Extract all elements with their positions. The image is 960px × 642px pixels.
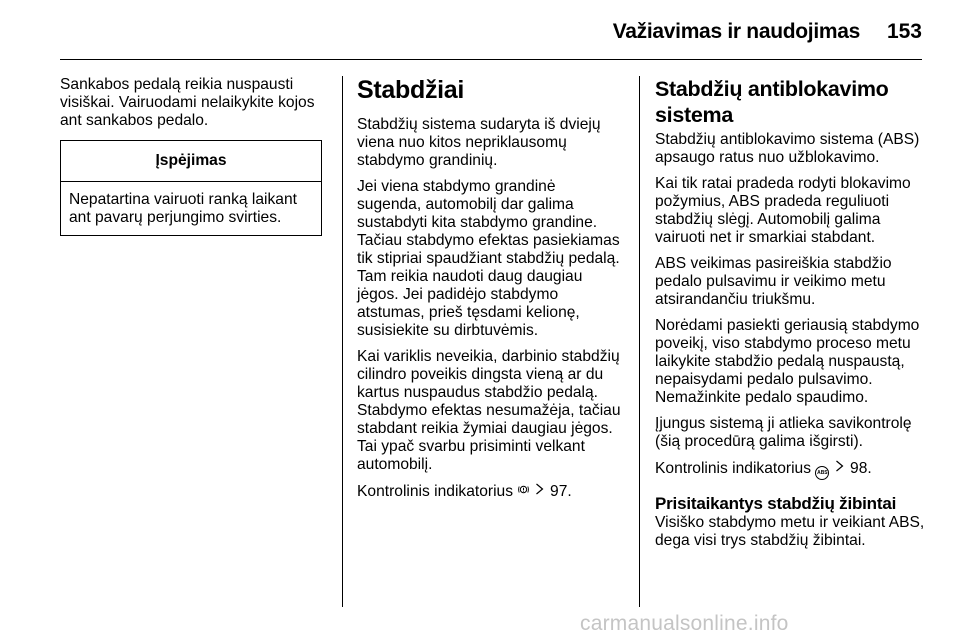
page-header-title: Važiavimas ir naudojimas — [612, 20, 860, 43]
brakes-paragraph: Jei viena stabdymo grandinė sugenda, automobilį dar galima sustabdyti kita stabdymo grandine. Tačiau stabdymo efektas pasiekiamas tik stipriai spaudžiant stabdžių pedalą. Tam reikia naudoti daug daugiau jėgos. Jei padidėjo stabdymo atstumas, prieš tęsdami kelionę, susisiekite su dirbtuvėmis. — [357, 178, 620, 339]
abs-paragraph: Norėdami pasiekti geriausią stabdymo poveikį, viso stabdymo proceso metu laikykite stabdžio pedalą nuspaustą, nepaisydami pedalo pulsavimo. Nemažinkite pedalo spaudimo. — [655, 317, 920, 406]
clutch-paragraph: Sankabos pedalą reikia nuspausti visiškai. Vairuodami nelaikykite kojos ant sankabos pedalo. — [60, 76, 315, 129]
subheading-adaptive-brake-lights: Prisitaikantys stabdžių žibintai — [655, 494, 897, 513]
section-heading-abs: Stabdžių antiblokavimo sistema — [655, 77, 889, 127]
abs-paragraph: Kai tik ratai pradeda rodyti blokavimo požymius, ABS pradeda reguliuoti stabdžių slėgį. Automobilį galima vairuoti net ir smarkiai stabdant. — [655, 175, 911, 246]
warning-text: Nepatartina vairuoti ranką laikant ant pavarų perjungimo svirties. — [69, 191, 297, 226]
page-reference-arrow-icon — [834, 459, 846, 477]
section-heading-brakes: Stabdžiai — [357, 76, 465, 104]
indicator-label: Kontrolinis indikatorius — [357, 483, 514, 500]
column-1 — [60, 76, 325, 236]
abs-indicator-line — [655, 459, 927, 480]
column-3 — [655, 76, 927, 558]
indicator-label: Kontrolinis indikatorius — [655, 460, 812, 477]
column-divider-1 — [342, 76, 343, 607]
page-number: 153 — [886, 20, 922, 43]
column-2 — [357, 76, 622, 509]
warning-box — [60, 140, 322, 236]
brakes-paragraph: Stabdžių sistema sudaryta iš dviejų viena nuo kitos nepriklausomų stabdymo grandinių. — [357, 116, 601, 169]
abs-icon: ABS — [815, 466, 829, 480]
header-divider — [60, 59, 922, 60]
abs-paragraph: Įjungus sistemą ji atlieka savikontrolę (šią procedūrą galima išgirsti). — [655, 415, 912, 450]
abs-paragraph: Stabdžių antiblokavimo sistema (ABS) apsaugo ratus nuo užblokavimo. — [655, 131, 920, 166]
watermark: carmanualsonline.info — [580, 612, 789, 635]
column-divider-2 — [639, 76, 640, 607]
page-reference-arrow-icon — [534, 482, 546, 500]
abs-paragraph: ABS veikimas pasireiškia stabdžio pedalo pulsavimu ir veikimo metu atsirandančiu triukšmu. — [655, 255, 892, 308]
warning-title: Įspėjimas — [61, 141, 321, 182]
indicator-page-reference: 98. — [850, 460, 872, 477]
adaptive-brake-lights-paragraph: Visiško stabdymo metu ir veikiant ABS, dega visi trys stabdžių žibintai. — [655, 514, 925, 549]
brakes-paragraph: Kai variklis neveikia, darbinio stabdžių cilindro poveikis dingsta vieną ar du kartus nuspaudus stabdžio pedalą. Stabdymo efektas nesumažėja, tačiau stabdant reikia žymiai daugiau jėgos. Tai ypač svarbu prisiminti velkant automobilį. — [357, 348, 621, 473]
brake-indicator-line — [357, 482, 622, 501]
brake-warning-icon — [517, 482, 529, 500]
indicator-page-reference: 97. — [550, 483, 572, 500]
